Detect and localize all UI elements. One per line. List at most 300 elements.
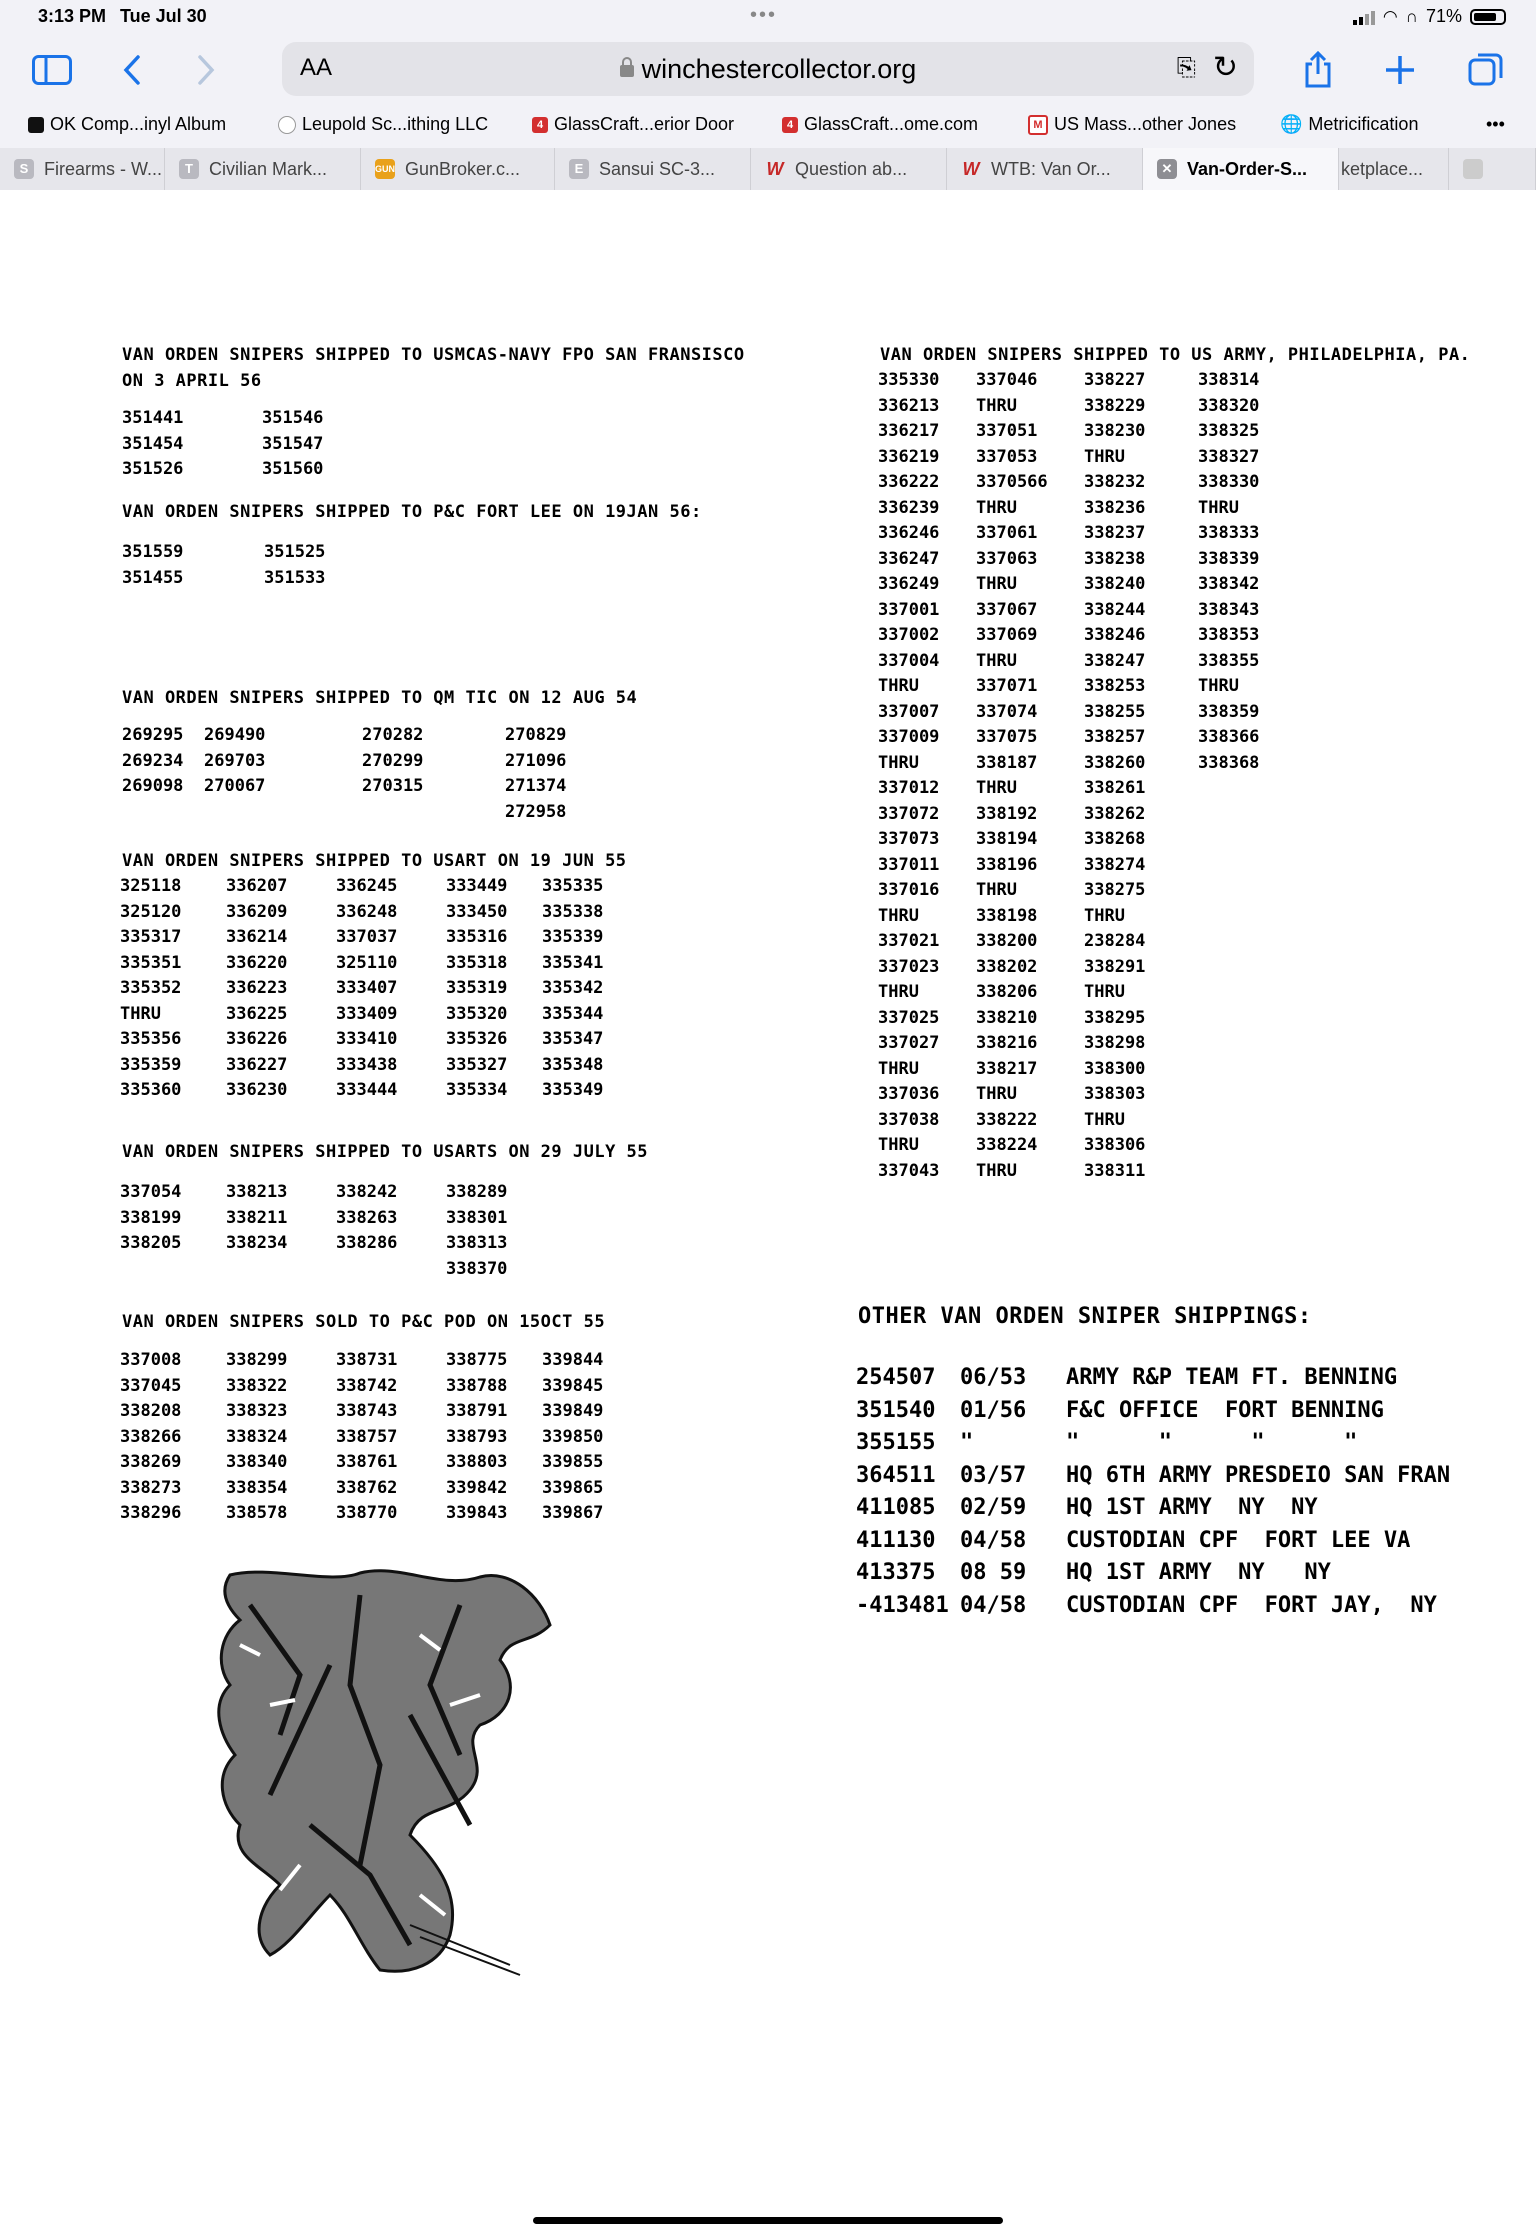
bookmarks-bar: [0, 106, 1536, 146]
fort-lee-col-2: [264, 540, 325, 591]
serial-entry: 336219: [878, 446, 940, 467]
pc-pod-col-4: [446, 1348, 507, 1527]
serial-entry: 270829: [505, 725, 567, 745]
serial-entry: 325110: [336, 952, 398, 973]
other-shippings-heading: OTHER VAN ORDEN SNIPER SHIPPINGS:: [858, 1304, 1312, 1329]
serial-entry: 338269: [120, 1452, 182, 1472]
usart-heading: VAN ORDEN SNIPERS SHIPPED TO USART ON 19 JUN 55: [122, 851, 627, 871]
usmcas-col-1: [122, 406, 183, 483]
serial-entry: 337012: [878, 778, 940, 798]
cellular-signal-icon: [1353, 9, 1375, 25]
serial-entry: 333410: [336, 1029, 398, 1049]
serial-entry: 269234: [122, 750, 184, 771]
tab-overflow[interactable]: [1449, 148, 1536, 190]
serial-entry: 336230: [226, 1080, 288, 1100]
serial-entry: 337067: [976, 599, 1038, 620]
serial-entry: 338314: [1198, 370, 1260, 390]
serial-entry: 333409: [336, 1003, 398, 1024]
bookmark-ok-computer[interactable]: [28, 114, 226, 135]
serial-entry: HQ 1ST ARMY NY NY: [1066, 1495, 1318, 1520]
serial-entry: 337037: [336, 927, 398, 947]
serial-entry: 338261: [1084, 778, 1146, 798]
serial-entry: 338211: [226, 1207, 288, 1228]
globe-icon: 🌐: [1280, 114, 1303, 134]
serial-entry: 338313: [446, 1233, 508, 1253]
album-icon: [28, 117, 44, 133]
serial-entry: 339843: [446, 1503, 508, 1523]
usart-col-5: [542, 874, 603, 1104]
serial-entry: 269295: [122, 725, 184, 745]
serial-entry: 336217: [878, 421, 940, 441]
serial-entry: 337051: [976, 421, 1038, 441]
serial-entry: 338263: [336, 1207, 398, 1228]
serial-entry: 270299: [362, 750, 424, 771]
serial-entry: 338322: [226, 1375, 288, 1396]
serial-entry: 336222: [878, 472, 940, 492]
serial-entry: 351559: [122, 542, 184, 562]
back-chevron-left-icon[interactable]: [108, 46, 156, 94]
serial-entry: 335352: [120, 978, 182, 998]
bookmark-label: GlassCraft...erior Door: [554, 114, 735, 134]
gunbroker-icon: GUN: [375, 159, 395, 179]
serial-entry: 335320: [446, 1003, 508, 1024]
usmcas-col-2: [262, 406, 323, 483]
serial-entry: 335335: [542, 876, 604, 896]
sidebar-icon[interactable]: [28, 46, 76, 94]
serial-entry: 338216: [976, 1033, 1038, 1053]
share-icon[interactable]: [1294, 46, 1342, 94]
serial-entry: 337045: [120, 1375, 182, 1396]
serial-entry: 337038: [878, 1109, 940, 1130]
serial-entry: 338324: [226, 1426, 288, 1447]
serial-entry: 338359: [1198, 701, 1260, 722]
serial-entry: 337073: [878, 829, 940, 849]
usarts-col-3: [336, 1180, 397, 1257]
other-destinations-col: [1066, 1362, 1450, 1622]
serial-entry: 338354: [226, 1477, 288, 1498]
serial-entry: 337072: [878, 803, 940, 824]
serial-entry: 335327: [446, 1054, 508, 1075]
serial-entry: 338295: [1084, 1007, 1146, 1028]
serial-entry: THRU: [976, 880, 1017, 900]
pc-pod-col-5: [542, 1348, 603, 1527]
tab-favicon: T: [179, 159, 199, 179]
tab-bar: [0, 148, 1536, 190]
bookmark-label: OK Comp...inyl Album: [50, 114, 227, 134]
serial-entry: 335326: [446, 1029, 508, 1049]
usart-col-2: [226, 874, 287, 1104]
serial-entry: 271096: [505, 750, 567, 771]
usart-col-4: [446, 874, 507, 1104]
serial-entry: 338327: [1198, 446, 1260, 467]
serial-entry: 339855: [542, 1452, 604, 1472]
bookmark-label: Metricification: [1308, 114, 1419, 134]
serial-entry: 338187: [976, 752, 1038, 773]
serial-entry: 338320: [1198, 395, 1260, 416]
serial-entry: 338222: [976, 1109, 1038, 1130]
usmcas-heading: VAN ORDEN SNIPERS SHIPPED TO USMCAS-NAVY FPO SAN FRANSISCO: [122, 345, 745, 365]
serial-entry: CUSTODIAN CPF FORT JAY, NY: [1066, 1592, 1437, 1618]
serial-entry: 335330: [878, 370, 940, 390]
bookmark-metricification[interactable]: [1280, 114, 1418, 135]
extension-icon[interactable]: ⎘: [1176, 54, 1196, 81]
serial-entry: 337074: [976, 701, 1038, 722]
serial-entry: HQ 1ST ARMY NY NY: [1066, 1560, 1331, 1585]
tab-favicon: E: [569, 159, 589, 179]
serial-entry: 335359: [120, 1054, 182, 1075]
tab-question[interactable]: [751, 148, 947, 190]
serial-entry: 336214: [226, 927, 288, 947]
serial-entry: 338242: [336, 1182, 398, 1202]
serial-entry: 338200: [976, 931, 1038, 951]
forward-chevron-right-icon[interactable]: [182, 46, 230, 94]
serial-entry: 338311: [1084, 1160, 1146, 1181]
serial-entry: 338343: [1198, 599, 1260, 620]
serial-entry: 337054: [120, 1182, 182, 1202]
serial-entry: 338578: [226, 1503, 288, 1523]
serial-entry: 338301: [446, 1207, 508, 1228]
serial-entry: 338353: [1198, 625, 1260, 645]
qm-tic-col-1: [122, 723, 183, 800]
serial-entry: 338355: [1198, 650, 1260, 671]
tab-wtb-van-orden[interactable]: [947, 148, 1143, 190]
bookmark-label: Leupold Sc...ithing LLC: [302, 114, 489, 134]
serial-entry: 338266: [120, 1426, 182, 1447]
serial-entry: THRU: [976, 778, 1017, 798]
serial-entry: 337009: [878, 727, 940, 747]
serial-entry: 06/53: [960, 1365, 1027, 1390]
serial-entry: 338196: [976, 854, 1038, 875]
other-dates-col: [960, 1362, 1026, 1622]
serial-entry: 272958: [505, 801, 567, 822]
serial-entry: 338234: [226, 1233, 288, 1253]
serial-entry: 337011: [878, 854, 940, 875]
usart-col-3: [336, 874, 397, 1104]
glasscraft-icon: 4: [532, 117, 548, 133]
serial-entry: 338205: [120, 1233, 182, 1253]
qm-tic-col-3: [362, 723, 423, 800]
other-serials-col: [856, 1362, 949, 1622]
wifi-icon: ◠: [1382, 6, 1398, 26]
army-phila-col-1: [878, 368, 939, 1184]
home-indicator[interactable]: [533, 2217, 1003, 2224]
serial-entry: THRU: [976, 497, 1017, 518]
serial-entry: 338762: [336, 1477, 398, 1498]
lock-icon: [620, 65, 634, 77]
serial-entry: 338333: [1198, 523, 1260, 543]
status-bar: [0, 0, 1536, 36]
tab-overview-icon[interactable]: [1462, 46, 1510, 94]
serial-entry: THRU: [878, 982, 919, 1002]
qm-tic-col-2: [204, 723, 265, 800]
serial-entry: 338273: [120, 1477, 182, 1498]
serial-entry: 351560: [262, 459, 324, 479]
serial-entry: 339865: [542, 1477, 604, 1498]
serial-entry: 337075: [976, 727, 1038, 747]
serial-entry: THRU: [1084, 905, 1125, 926]
reader-aa-button[interactable]: AA: [300, 54, 333, 81]
serial-entry: THRU: [878, 1058, 919, 1079]
bookmark-glasscraft-door[interactable]: [532, 114, 734, 135]
serial-entry: 337053: [976, 446, 1038, 467]
close-tab-icon[interactable]: ✕: [1157, 159, 1177, 179]
bookmark-leupold[interactable]: [278, 114, 488, 135]
serial-entry: 336239: [878, 497, 940, 518]
serial-entry: 337043: [878, 1160, 940, 1181]
serial-entry: THRU: [976, 574, 1017, 594]
serial-entry: 01/56: [960, 1397, 1027, 1423]
serial-entry: 338770: [336, 1503, 398, 1523]
serial-entry: 338246: [1084, 625, 1146, 645]
serial-entry: 338232: [1084, 472, 1146, 492]
tab-firearms[interactable]: [0, 148, 165, 190]
serial-entry: 338210: [976, 1007, 1038, 1028]
serial-entry: 333449: [446, 876, 508, 896]
serial-entry: CUSTODIAN CPF FORT LEE VA: [1066, 1527, 1411, 1553]
tab-label: WTB: Van Or...: [991, 158, 1111, 179]
document-page: [0, 190, 1536, 2048]
serial-entry: 338330: [1198, 472, 1260, 492]
serial-entry: 338366: [1198, 727, 1260, 747]
tab-favicon: [1463, 159, 1483, 179]
glasscraft-icon: 4: [782, 117, 798, 133]
serial-entry: 338339: [1198, 548, 1260, 569]
leupold-icon: [278, 116, 296, 134]
tab-label: Sansui SC-3...: [599, 158, 716, 179]
serial-entry: THRU: [878, 752, 919, 773]
tab-gunbroker[interactable]: [361, 148, 555, 190]
tab-sansui[interactable]: [555, 148, 751, 190]
serial-entry: 338342: [1198, 574, 1260, 594]
serial-entry: 338291: [1084, 956, 1146, 977]
serial-entry: 338224: [976, 1135, 1038, 1155]
serial-entry: 339850: [542, 1426, 604, 1447]
serial-entry: 325118: [120, 876, 182, 896]
serial-entry: THRU: [1198, 676, 1239, 696]
usarts-col-4: [446, 1180, 507, 1282]
serial-entry: 338761: [336, 1452, 398, 1472]
serial-entry: 338325: [1198, 421, 1260, 441]
serial-entry: 338247: [1084, 650, 1146, 671]
serial-entry: 335344: [542, 1003, 604, 1024]
serial-entry: 08 59: [960, 1560, 1027, 1585]
tab-label: Firearms - W...: [44, 158, 162, 179]
browser-chrome: [0, 0, 1536, 190]
url-label: winchestercollector.org: [641, 54, 917, 84]
serial-entry: HQ 6TH ARMY PRESDEIO SAN FRAN: [1066, 1462, 1451, 1488]
serial-entry: 336209: [226, 901, 288, 922]
serial-entry: 338236: [1084, 497, 1146, 518]
serial-entry: 269703: [204, 750, 266, 771]
usarts-col-2: [226, 1180, 287, 1257]
serial-entry: 338275: [1084, 880, 1146, 900]
battery-icon: [1470, 9, 1506, 25]
serial-entry: 335347: [542, 1029, 604, 1049]
serial-entry: 03/57: [960, 1462, 1027, 1488]
tab-label: Van-Order-S...: [1187, 158, 1308, 179]
serial-entry: THRU: [1198, 497, 1239, 518]
serial-entry: 339867: [542, 1503, 604, 1523]
serial-entry: 335318: [446, 952, 508, 973]
tab-label: ketplace...: [1341, 158, 1424, 179]
serial-entry: 336245: [336, 876, 398, 896]
serial-entry: 335360: [120, 1080, 182, 1100]
serial-entry: 338296: [120, 1503, 182, 1523]
qm-tic-heading: VAN ORDEN SNIPERS SHIPPED TO QM TIC ON 12 AUG 54: [122, 688, 638, 708]
serial-entry: 336213: [878, 395, 940, 416]
usarts-col-1: [120, 1180, 181, 1257]
tab-marketplace[interactable]: [1339, 148, 1449, 190]
serial-entry: 337016: [878, 880, 940, 900]
serial-entry: 351525: [264, 542, 326, 562]
serial-entry: 339842: [446, 1477, 508, 1498]
serial-entry: 339849: [542, 1401, 604, 1421]
serial-entry: 335349: [542, 1080, 604, 1100]
serial-entry: 336223: [226, 978, 288, 998]
toolbar: [0, 36, 1536, 106]
serial-entry: 338257: [1084, 727, 1146, 747]
serial-entry: 338303: [1084, 1084, 1146, 1104]
serial-entry: 351455: [122, 567, 184, 588]
serial-entry: 338213: [226, 1182, 288, 1202]
serial-entry: 338217: [976, 1058, 1038, 1079]
serial-entry: 338268: [1084, 829, 1146, 849]
serial-entry: -413481: [856, 1592, 949, 1618]
serial-entry: 02/59: [960, 1495, 1027, 1520]
serial-entry: THRU: [976, 395, 1017, 416]
serial-entry: 338244: [1084, 599, 1146, 620]
serial-entry: 271374: [505, 776, 567, 796]
winchester-w-icon: W: [962, 159, 980, 179]
serial-entry: 338199: [120, 1207, 182, 1228]
serial-entry: THRU: [1084, 982, 1125, 1002]
army-phila-heading: VAN ORDEN SNIPERS SHIPPED TO US ARMY, PHILADELPHIA, PA.: [880, 345, 1471, 365]
serial-entry: 355155: [856, 1430, 936, 1455]
serial-entry: 338192: [976, 803, 1038, 824]
serial-entry: 270315: [362, 776, 424, 796]
serial-entry: 338262: [1084, 803, 1146, 824]
usart-col-1: [120, 874, 181, 1104]
serial-entry: 337002: [878, 625, 940, 645]
serial-entry: 337023: [878, 956, 940, 977]
bookmark-us-mass[interactable]: [1028, 114, 1236, 135]
serial-entry: 338793: [446, 1426, 508, 1447]
serial-entry: F&C OFFICE FORT BENNING: [1066, 1397, 1384, 1423]
serial-entry: 339844: [542, 1350, 604, 1370]
tab-van-order-active[interactable]: [1143, 148, 1339, 190]
serial-entry: 338289: [446, 1182, 508, 1202]
serial-entry: THRU: [878, 905, 919, 926]
serial-entry: 337046: [976, 370, 1038, 390]
serial-entry: 337027: [878, 1033, 940, 1053]
fort-lee-heading: VAN ORDEN SNIPERS SHIPPED TO P&C FORT LEE ON 19JAN 56:: [122, 502, 702, 522]
serial-entry: 337021: [878, 931, 940, 951]
serial-entry: 238284: [1084, 931, 1146, 951]
status-date: Tue Jul 30: [120, 6, 207, 26]
new-tab-plus-icon[interactable]: [1376, 46, 1424, 94]
tab-label: Question ab...: [795, 158, 908, 179]
serial-entry: 351533: [264, 567, 326, 588]
serial-entry: 338300: [1084, 1058, 1146, 1079]
serial-entry: 413375: [856, 1560, 936, 1585]
serial-entry: 333450: [446, 901, 508, 922]
serial-entry: 338206: [976, 982, 1038, 1002]
serial-entry: 338194: [976, 829, 1038, 849]
serial-entry: 336246: [878, 523, 940, 543]
battery-percent: 71%: [1425, 6, 1462, 26]
serial-entry: 337008: [120, 1350, 182, 1370]
serial-entry: 269098: [122, 776, 184, 796]
serial-entry: 351526: [122, 459, 184, 479]
serial-entry: 338202: [976, 956, 1038, 977]
serial-entry: 338340: [226, 1452, 288, 1472]
serial-entry: 338731: [336, 1350, 398, 1370]
serial-entry: 338253: [1084, 676, 1146, 696]
serial-entry: 338788: [446, 1375, 508, 1396]
serial-entry: THRU: [1084, 1109, 1125, 1130]
tab-civilian-mark[interactable]: [165, 148, 361, 190]
serial-entry: 336220: [226, 952, 288, 973]
serial-entry: 411130: [856, 1527, 936, 1553]
serial-entry: 338237: [1084, 523, 1146, 543]
status-time: 3:13 PM: [38, 6, 107, 26]
url-text[interactable]: [282, 54, 1254, 85]
serial-entry: 335317: [120, 927, 182, 947]
pc-pod-heading: VAN ORDEN SNIPERS SOLD TO P&C POD ON 15OCT 55: [122, 1312, 606, 1332]
tab-favicon: S: [14, 159, 34, 179]
serial-entry: 336226: [226, 1029, 288, 1049]
serial-entry: ": [960, 1430, 974, 1455]
bookmark-label: GlassCraft...ome.com: [804, 114, 979, 134]
headphones-icon: ∩: [1405, 6, 1418, 26]
serial-entry: " " " ": [1066, 1430, 1358, 1455]
multitasking-dots-icon[interactable]: •••: [750, 4, 778, 26]
pc-pod-col-1: [120, 1348, 181, 1527]
serial-entry: 335356: [120, 1029, 182, 1049]
serial-entry: 338274: [1084, 854, 1146, 875]
serial-entry: 333407: [336, 978, 398, 998]
serial-entry: 338260: [1084, 752, 1146, 773]
serial-entry: 339845: [542, 1375, 604, 1396]
serial-entry: 337007: [878, 701, 940, 722]
reload-icon[interactable]: ↻: [1212, 51, 1238, 84]
tab-label: GunBroker.c...: [405, 158, 521, 179]
serial-entry: 338775: [446, 1350, 508, 1370]
serial-entry: 3370566: [976, 472, 1048, 492]
serial-entry: 338286: [336, 1233, 398, 1253]
serial-entry: 338791: [446, 1401, 508, 1421]
serial-entry: 336248: [336, 901, 398, 922]
serial-entry: 338227: [1084, 370, 1146, 390]
serial-entry: 338208: [120, 1401, 182, 1421]
serial-entry: 411085: [856, 1495, 936, 1520]
serial-entry: 335316: [446, 927, 508, 947]
serial-entry: 351546: [262, 408, 324, 428]
serial-entry: 336207: [226, 876, 288, 896]
bookmark-glasscraft-home[interactable]: [782, 114, 978, 135]
serial-entry: 337061: [976, 523, 1038, 543]
pc-pod-col-3: [336, 1348, 397, 1527]
pc-pod-col-2: [226, 1348, 287, 1527]
serial-entry: 336225: [226, 1003, 288, 1024]
serial-entry: 338757: [336, 1426, 398, 1447]
more-bookmarks-ellipsis-icon[interactable]: •••: [1486, 114, 1505, 134]
serial-entry: 337001: [878, 599, 940, 620]
serial-entry: 337004: [878, 650, 940, 671]
address-bar[interactable]: [282, 42, 1254, 96]
serial-entry: 325120: [120, 901, 182, 922]
serial-entry: 338298: [1084, 1033, 1146, 1053]
